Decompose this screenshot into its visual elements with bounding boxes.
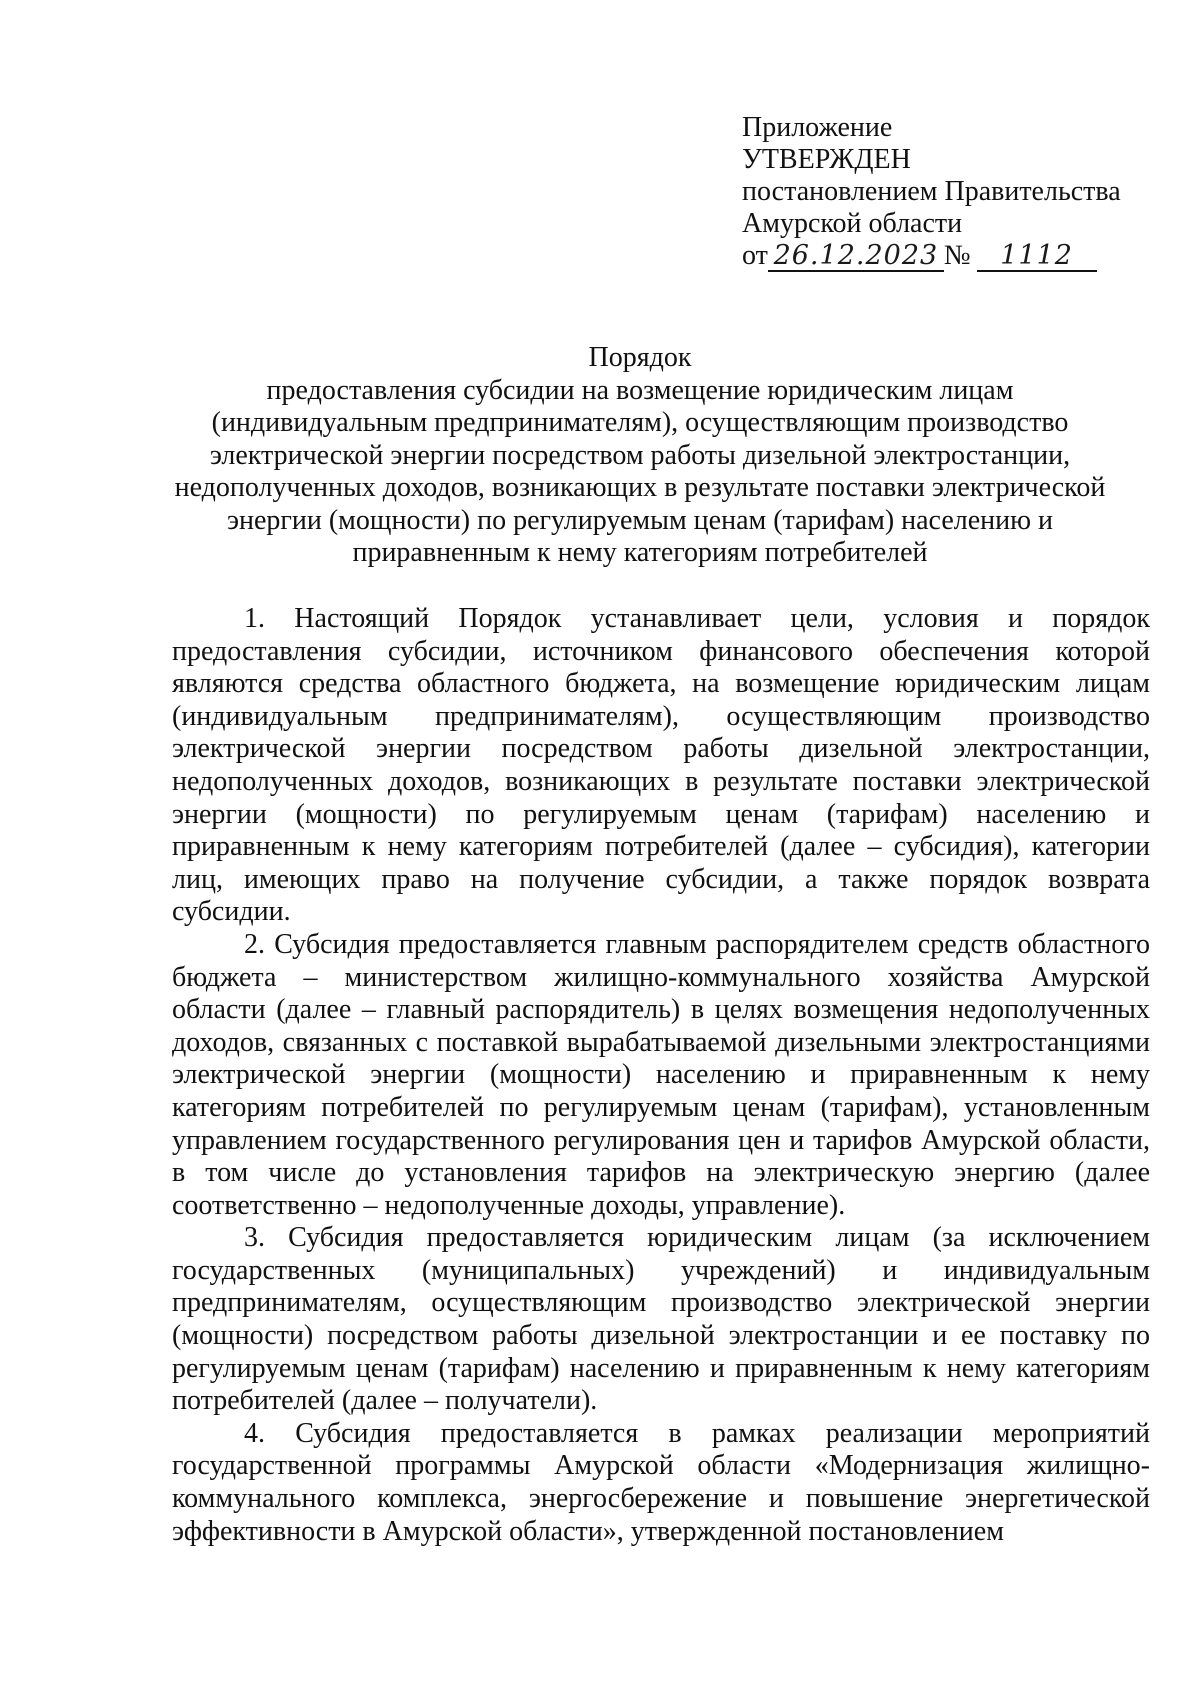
- document-title: Порядок: [588, 342, 692, 373]
- resolution-label: постановлением Правительства: [742, 176, 1121, 207]
- date-prefix: от: [742, 240, 768, 271]
- appendix-label: Приложение: [742, 112, 893, 143]
- handwritten-number: 1112: [977, 242, 1097, 272]
- paragraph-1: 1. Настоящий Порядок устанавливает цели, условия и порядок предоставления субсидии, источником финансового обеспечения которой являются средства областного бюджета, на возмещение юридическим лицам (индивидуальным предпринимателям), осуществляющим производство электрической энергии посредством работы дизельной электростанции, недополученных доходов, возникающих в результате поставки электрической энергии (мощности) по регулируемым ценам (тарифам) населению и приравненным к нему категориям потребителей (далее – субсидия), категории лиц, имеющих право на получение субсидии, а также порядок возврата субсидии.: [172, 603, 1150, 928]
- subtitle-line: энергии (мощности) по регулируемым ценам (тарифам) населению и: [226, 504, 1054, 536]
- subtitle-line: (индивидуальным предпринимателям), осуществляющим производство: [211, 407, 1069, 438]
- subtitle-line: приравненным к нему категориям потребителей: [352, 537, 928, 568]
- paragraph-2: 2. Субсидия предоставляется главным распорядителем средств областного бюджета – министерством жилищно-коммунального хозяйства Амурской области (далее – главный распорядитель) в целях возмещения недополученных доходов, связанных с поставкой вырабатываемой дизельными электростанциями электрической энергии (мощности) населению и приравненным к нему категориям потребителей по регулируемым ценам (тарифам), установленным управлением государственного регулирования цен и тарифов Амурской области, в том числе до установления тарифов на электрическую энергию (далее соответственно – недополученные доходы, управление).: [172, 928, 1150, 1221]
- subtitle-line: недополученных доходов, возникающих в результате поставки электрической: [174, 472, 1106, 503]
- paragraph-4: 4. Субсидия предоставляется в рамках реализации мероприятий государственной программы Амурской области «Модернизация жилищно-коммунального комплекса, энергосбережение и повышение энергетической эффективности в Амурской области», утвержденной постановлением: [172, 1417, 1150, 1547]
- approved-label: УТВЕРЖДЕН: [742, 144, 911, 175]
- approval-stamp-block: [742, 112, 1162, 272]
- subtitle-line: предоставления субсидии на возмещение юридическим лицам: [266, 374, 1014, 406]
- document-body: [172, 603, 1150, 1548]
- number-prefix: №: [943, 240, 971, 271]
- date-number-line: [742, 240, 1162, 272]
- paragraph-3: 3. Субсидия предоставляется юридическим лицам (за исключением государственных (муниципальных) учреждений) и индивидуальным предпринимателям, осуществляющим производство электрической энергии (мощности) посредством работы дизельной электростанции и ее поставку по регулируемым ценам (тарифам) населению и приравненным к нему категориям потребителей (далее – получатели).: [172, 1222, 1150, 1417]
- document-title-block: [150, 342, 1130, 570]
- subtitle-line: электрической энергии посредством работы дизельной электростанции,: [209, 439, 1071, 471]
- region-label: Амурской области: [742, 208, 963, 239]
- handwritten-date: 26.12.2023: [768, 242, 944, 272]
